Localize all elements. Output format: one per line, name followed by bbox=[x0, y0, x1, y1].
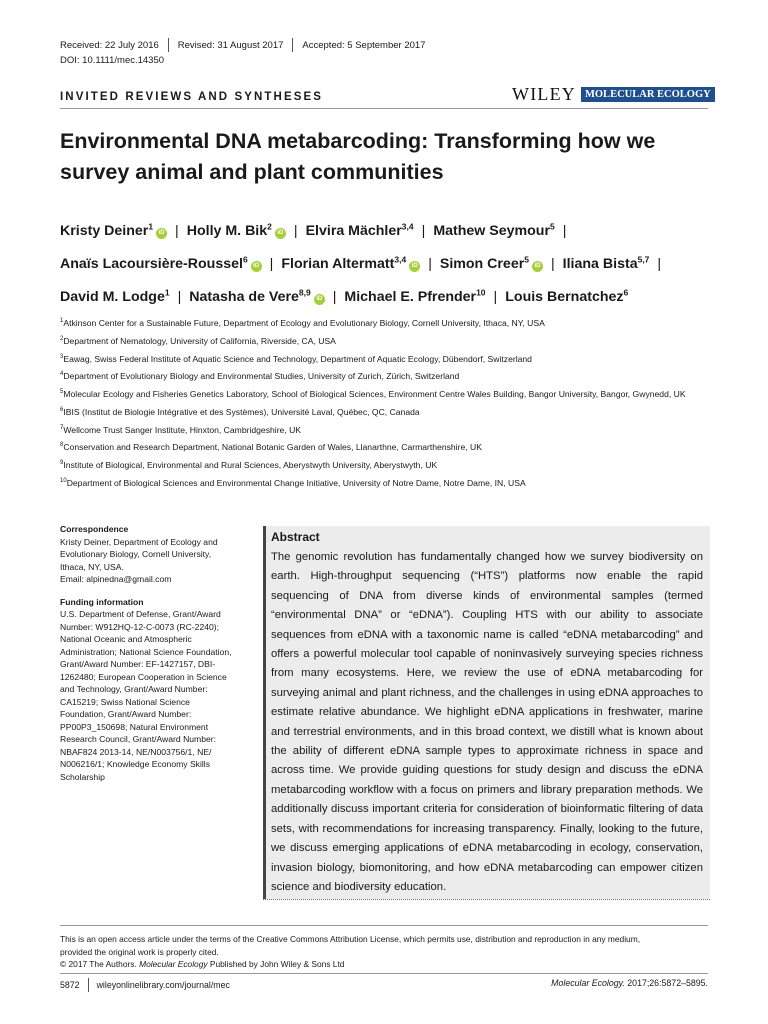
abstract-text: The genomic revolution has fundamentally changed how we survey biodiversity on earth. High-throughput sequencing (“HTS”) platforms now enable the rapid sequencing of DNA from diverse kinds of environmental samples (termed “environmental DNA” or “eDNA”). Coupling HTS with our ability to associate sequences from eDNA with a taxonomic name is called “eDNA metabarcoding” and offers a powerful molecular tool capable of noninvasively surveying species richness from many ecosystems. Here, we review the use of eDNA metabarcoding for surveying animal and plant richness, and the challenges in using eDNA approaches to estimate relative abundance. We highlight eDNA applications in freshwater, marine and terrestrial environments, and in this broad context, we distill what is known about the ability of different eDNA sample types to approximate richness in space and across time. We provide guiding questions for study design and discuss the eDNA metabarcoding workflow with a focus on primers and library preparation methods. We additionally discuss important criteria for consideration of bioinformatic filtering of data sets, with recommendations for increasing transparency. Finally, looking to the future, we discuss emerging applications of eDNA metabarcoding in ecology, conservation, invasion biology, biomonitoring, and how eDNA metabarcoding can empower citizen science and biodiversity education. bbox=[271, 551, 703, 893]
author bbox=[344, 289, 485, 305]
author-separator: | bbox=[175, 222, 179, 239]
affiliation bbox=[60, 421, 710, 439]
author-separator: | bbox=[657, 255, 662, 272]
author-affiliation-number: 1 bbox=[148, 221, 154, 231]
affiliation bbox=[60, 367, 710, 385]
affiliation-number: 7 bbox=[60, 424, 64, 431]
correspondence-line: Evolutionary Biology, Cornell University, bbox=[60, 549, 212, 559]
funding-line: Research Council, Grant/Award Number: bbox=[60, 734, 217, 744]
correspondence-line: Ithaca, NY, USA. bbox=[60, 561, 124, 572]
abstract-bottom-rule bbox=[263, 899, 710, 900]
author-name: Simon Creer bbox=[439, 255, 525, 272]
affiliation-text: Institute of Biological, Environmental and Rural Sciences, Aberystwyth University, Aberystwyth, UK bbox=[63, 459, 438, 470]
author-separator: | bbox=[550, 255, 555, 272]
page-number: 5872 bbox=[60, 980, 80, 990]
affiliation bbox=[60, 438, 710, 456]
correspondence-heading: Correspondence bbox=[60, 524, 129, 534]
footer-journal: Molecular Ecology. bbox=[551, 978, 625, 988]
author bbox=[60, 223, 167, 239]
affiliation bbox=[60, 403, 710, 421]
affiliation-number: 6 bbox=[60, 406, 64, 413]
received-date: Received: 22 July 2016 bbox=[60, 39, 159, 51]
affiliation-text: Department of Evolutionary Biology and Environmental Studies, University of Zurich, Zürich, Switzerland bbox=[63, 371, 460, 382]
author bbox=[187, 223, 286, 239]
sidebar-info bbox=[60, 523, 240, 793]
footnote-rule bbox=[60, 925, 708, 926]
author-affiliation-number: 5 bbox=[524, 254, 529, 265]
orcid-icon[interactable]: iD bbox=[251, 261, 262, 272]
article-title: Environmental DNA metabarcoding: Transforming how we survey animal and plant communities bbox=[60, 129, 656, 184]
author bbox=[281, 256, 420, 272]
affiliation bbox=[60, 456, 710, 474]
copyright-prefix: © 2017 The Authors. bbox=[60, 959, 137, 969]
article-history bbox=[60, 38, 425, 52]
accepted-date: Accepted: 5 September 2017 bbox=[302, 39, 426, 51]
funding-heading: Funding information bbox=[60, 596, 144, 607]
funding-line: PP00P3_150698; Natural Environment bbox=[60, 721, 209, 732]
license-line: provided the original work is properly cited. bbox=[60, 946, 219, 957]
history-divider bbox=[168, 38, 169, 52]
funding-line: Scholarship bbox=[60, 771, 105, 782]
author-separator: | bbox=[332, 289, 337, 306]
affiliation-text: Conservation and Research Department, National Botanic Garden of Wales, Llanarthne, Carmarthenshire, UK bbox=[63, 442, 482, 453]
affiliation bbox=[60, 474, 710, 492]
journal-badge: MOLECULAR ECOLOGY bbox=[581, 87, 715, 102]
affiliation-text: Atkinson Center for a Sustainable Future, Department of Ecology and Evolutionary Biology, Cornell University, Ithaca, NY, USA bbox=[63, 317, 545, 328]
author-name: Natasha de Vere bbox=[189, 289, 299, 306]
author-affiliation-number: 3,4 bbox=[394, 254, 407, 265]
author-name: Iliana Bista bbox=[562, 255, 638, 272]
author bbox=[60, 256, 262, 272]
affiliation-number: 3 bbox=[60, 353, 64, 360]
footer-citation: 2017;26:5872–5895. bbox=[627, 978, 708, 988]
author bbox=[563, 256, 650, 272]
funding-line: Grant/Award Number: EF-1427157, DBI- bbox=[60, 659, 216, 669]
correspondence-email[interactable]: Email: alpinedna@gmail.com bbox=[60, 574, 172, 584]
section-heading: INVITED REVIEWS AND SYNTHESES bbox=[60, 91, 324, 103]
publisher-name: WILEY bbox=[512, 84, 576, 104]
license-line: This is an open access article under the terms of the Creative Commons Attribution License, which permits use, distribution and reproduction in any medium, bbox=[60, 934, 641, 944]
funding-line: NBAF824 2013-14, NE/N003756/1, NE/ bbox=[60, 746, 212, 757]
funding-line: National Oceanic and Atmospheric bbox=[60, 634, 192, 644]
orcid-icon[interactable]: iD bbox=[275, 228, 286, 239]
author-affiliation-number: 8,9 bbox=[298, 287, 311, 298]
author-separator: | bbox=[293, 222, 298, 239]
affiliation-number: 1 bbox=[60, 318, 64, 324]
orcid-icon[interactable]: iD bbox=[156, 228, 167, 239]
affiliation-number: 8 bbox=[60, 442, 64, 449]
author-affiliation-number: 1 bbox=[164, 287, 170, 298]
footer-divider bbox=[88, 978, 89, 992]
author-separator: | bbox=[269, 255, 274, 272]
affiliation bbox=[60, 350, 710, 368]
funding-line: Foundation, Grant/Award Number: bbox=[60, 709, 192, 719]
affiliation-text: Department of Nematology, University of California, Riverside, CA, USA bbox=[63, 335, 336, 346]
journal-url[interactable]: wileyonlinelibrary.com/journal/mec bbox=[96, 980, 230, 990]
affiliation-text: Eawag, Swiss Federal Institute of Aquatic Science and Technology, Department of Aquatic Ecology, Dübendorf, Switzerland bbox=[63, 353, 532, 364]
affiliation-text: Department of Biological Sciences and Environmental Change Initiative, University of Notre Dame, Notre Dame, IN, USA bbox=[66, 477, 526, 488]
copyright-suffix: Published by John Wiley & Sons Ltd bbox=[209, 959, 345, 969]
author-separator: | bbox=[493, 289, 498, 306]
header-rule bbox=[60, 108, 708, 109]
correspondence-block bbox=[60, 523, 240, 586]
revised-date: Revised: 31 August 2017 bbox=[177, 39, 284, 51]
funding-line: Administration; National Science Foundation, bbox=[60, 646, 232, 657]
affiliation bbox=[60, 385, 710, 403]
correspondence-line: Kristy Deiner, Department of Ecology and bbox=[60, 536, 218, 547]
author bbox=[440, 256, 543, 272]
affiliation bbox=[60, 314, 710, 332]
page-footer-right bbox=[474, 978, 708, 988]
affiliation-text: Wellcome Trust Sanger Institute, Hinxton, Cambridgeshire, UK bbox=[63, 424, 302, 435]
author-name: Mathew Seymour bbox=[433, 222, 550, 239]
funding-line: CA15219; Swiss National Science bbox=[60, 696, 190, 707]
funding-line: 1262480; European Cooperation in Science bbox=[60, 671, 227, 682]
affiliation-number: 4 bbox=[60, 371, 64, 378]
orcid-icon[interactable]: iD bbox=[409, 261, 420, 272]
author-name: Holly M. Bik bbox=[186, 222, 268, 239]
author bbox=[60, 289, 170, 305]
funding-block bbox=[60, 596, 240, 784]
affiliation-text: Molecular Ecology and Fisheries Genetics Laboratory, School of Biological Sciences, Environment Centre Wales Building, Bangor University, Bangor, Gwynedd, UK bbox=[63, 388, 686, 399]
author-name: Florian Altermatt bbox=[281, 255, 395, 272]
author-name: Michael E. Pfrender bbox=[344, 289, 477, 306]
author-separator: | bbox=[177, 289, 182, 306]
affiliation-number: 2 bbox=[60, 335, 64, 342]
abstract-accent-bar bbox=[263, 526, 266, 899]
author bbox=[433, 223, 554, 239]
copyright-line bbox=[60, 958, 708, 971]
author-separator: | bbox=[562, 222, 567, 239]
author bbox=[189, 289, 324, 305]
author-name: Elvira Mächler bbox=[305, 222, 402, 239]
author bbox=[505, 289, 628, 305]
affiliation-number: 9 bbox=[60, 460, 64, 467]
history-divider bbox=[292, 38, 293, 52]
affiliation-text: IBIS (Institut de Biologie Intégrative et des Systèmes), Université Laval, Québec, QC, Canada bbox=[63, 406, 420, 417]
author-affiliation-number: 10 bbox=[476, 287, 486, 298]
author-name: David M. Lodge bbox=[60, 289, 165, 306]
affiliation-number: 10 bbox=[60, 477, 67, 484]
author-affiliation-number: 6 bbox=[623, 287, 629, 298]
author-name: Kristy Deiner bbox=[60, 222, 149, 239]
funding-line: N006216/1; Knowledge Economy Skills bbox=[60, 759, 211, 769]
author-affiliation-number: 6 bbox=[242, 254, 248, 265]
affiliation bbox=[60, 332, 710, 350]
author-name: Anaïs Lacoursière-Roussel bbox=[60, 255, 243, 272]
copyright-journal: Molecular Ecology bbox=[139, 959, 208, 969]
license-note bbox=[60, 933, 708, 971]
affiliation-number: 5 bbox=[60, 389, 64, 396]
funding-line: Number: W912HQ-12-C-0073 (RC-2240); bbox=[60, 621, 220, 632]
orcid-icon[interactable]: iD bbox=[532, 261, 543, 272]
orcid-icon[interactable]: iD bbox=[314, 294, 325, 305]
author-affiliation-number: 5,7 bbox=[637, 254, 650, 265]
author-affiliation-number: 5 bbox=[550, 221, 555, 231]
author-separator: | bbox=[421, 222, 426, 239]
author-affiliation-number: 2 bbox=[267, 221, 272, 231]
author bbox=[306, 223, 414, 239]
doi: DOI: 10.1111/mec.14350 bbox=[60, 55, 165, 66]
footer-rule bbox=[60, 973, 708, 974]
author-name: Louis Bernatchez bbox=[505, 289, 624, 306]
author-affiliation-number: 3,4 bbox=[401, 221, 414, 231]
affiliation-list bbox=[60, 314, 710, 492]
funding-line: and Technology, Grant/Award Number: bbox=[60, 684, 208, 694]
page-footer-left bbox=[60, 978, 230, 992]
author-separator: | bbox=[428, 255, 432, 272]
funding-line: U.S. Department of Defense, Grant/Award bbox=[60, 609, 221, 619]
author-list bbox=[60, 212, 720, 312]
publisher-logo bbox=[512, 84, 715, 105]
abstract-heading: Abstract bbox=[271, 530, 320, 544]
